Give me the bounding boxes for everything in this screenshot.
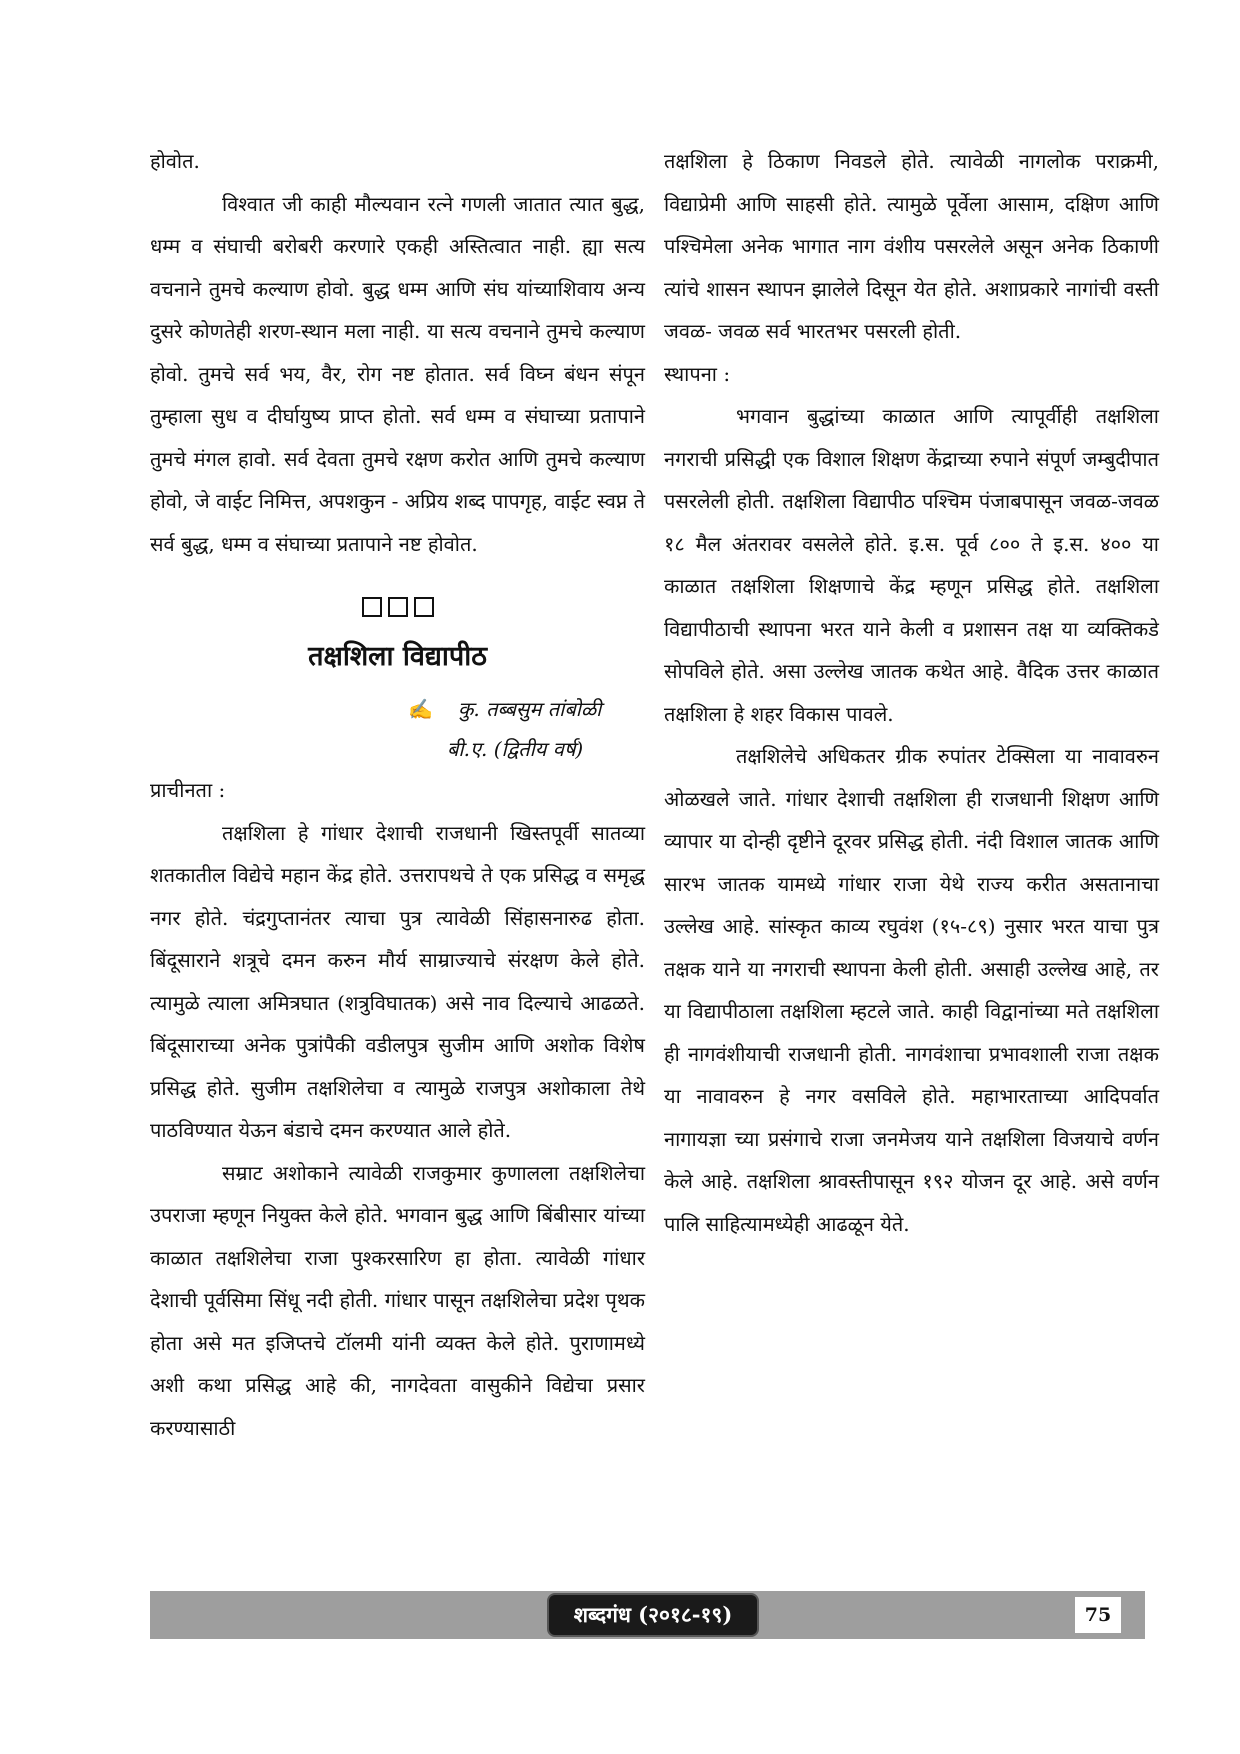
square-icon [362, 597, 382, 617]
author-name: कु. तब्बसुम तांबोळी [458, 697, 602, 721]
paragraph-naga: तक्षशिला हे ठिकाण निवडले होते. त्यावेळी नागलोक पराक्रमी, विद्याप्रेमी आणि साहसी होते. त्यामुळे पूर्वेला आसाम, दक्षिण आणि पश्चिमेला अनेक भागात नाग वंशीय पसरलेले असून अनेक ठिकाणी त्यांचे शासन स्थापन झालेले दिसून येत होते. अशाप्रकारे नागांची वस्ती जवळ- जवळ सर्व भारतभर पसरली होती. [664, 149, 1159, 343]
paragraph-ashoka: सम्राट अशोकाने त्यावेळी राजकुमार कुणालला तक्षशिलेचा उपराजा म्हणून नियुक्त केले होते. भगवान बुद्ध आणि बिंबीसार यांच्या काळात तक्षशिलेचा राजा पुश्करसारिण हा होता. त्यावेळी गांधार देशाची पूर्वसिमा सिंधू नदी होती. गांधार पासून तक्षशिलेचा प्रदेश पृथक होता असे मत इजिप्तचे टॉलमी यांनी व्यक्त केले होते. पुराणामध्ये अशी कथा प्रसिद्ध आहे की, नागदेवता वासुकीने विद्येचा प्रसार करण्यासाठी [150, 1160, 645, 1440]
footer-bar [150, 1591, 1145, 1639]
paragraph-antiquity: तक्षशिला हे गांधार देशाची राजधानी खिस्तपूर्वी सातव्या शतकातील विद्येचे महान केंद्र होते. उत्तरापथचे ते एक प्रसिद्ध व समृद्ध नगर होते. चंद्रगुप्तानंतर त्याचा पुत्र त्यावेळी सिंहासनारुढ होता. बिंदूसाराने शत्रूचे दमन करुन मौर्य साम्राज्याचे संरक्षण केले होते. त्यामुळे त्याला अमित्रघात (शत्रुविघातक) असे नाव दिल्याचे आढळते. बिंदूसाराच्या अनेक पुत्रांपैकी वडीलपुत्र सुजीम आणि अशोक विशेष प्रसिद्ध होते. सुजीम तक्षशिलेचा व त्यामुळे राजपुत्र अशोकाला तेथे पाठविण्यात येऊन बंडाचे दमन करण्यात आले होते. [150, 820, 645, 1142]
pen-icon: ✍ [408, 697, 433, 721]
author-block [150, 689, 645, 769]
section-heading-establishment: स्थापना : [664, 361, 731, 386]
right-column [664, 140, 1159, 1245]
page-number: 75 [1075, 1597, 1121, 1633]
left-column [150, 140, 645, 1449]
paragraph-texila: तक्षशिलेचे अधिकतर ग्रीक रुपांतर टेक्सिला या नावावरुन ओळखले जाते. गांधार देशाची तक्षशिला ही राजधानी शिक्षण आणि व्यापार या दोन्ही दृष्टीने दूरवर प्रसिद्ध होती. नंदी विशाल जातक आणि सारभ जातक यामध्ये गांधार राजा येथे राज्य करीत असतानाचा उल्लेख आहे. सांस्कृत काव्य रघुवंश (१५-८९) नुसार भरत याचा पुत्र तक्षक याने या नगराची स्थापना केली होती. असाही उल्लेख आहे, तर या विद्यापीठाला तक्षशिला म्हटले जाते. काही विद्वानांच्या मते तक्षशिला ही नागवंशीयाची राजधानी होती. नागवंशाचा प्रभावशाली राजा तक्षक या नावावरुन हे नगर वसविले होते. महाभारताच्या आदिपर्वात नागायज्ञा च्या प्रसंगाचे राजा जनमेजय याने तक्षशिला विजयाचे वर्णन केले आहे. तक्षशिला श्रावस्तीपासून १९२ योजन दूर आहे. असे वर्णन पालि साहित्यामध्येही आढळून येते. [664, 744, 1159, 1236]
paragraph-establishment: भगवान बुद्धांच्या काळात आणि त्यापूर्वीही तक्षशिला नगराची प्रसिद्धी एक विशाल शिक्षण केंद्राच्या रुपाने संपूर्ण जम्बुदीपात पसरलेली होती. तक्षशिला विद्यापीठ पश्चिम पंजाबपासून जवळ-जवळ १८ मैल अंतरावर वसलेले होते. इ.स. पूर्व ८०० ते इ.स. ४०० या काळात तक्षशिला शिक्षणाचे केंद्र म्हणून प्रसिद्ध होते. तक्षशिला विद्यापीठाची स्थापना भरत याने केली व प्रशासन तक्ष या व्यक्तिकडे सोपविले होते. असा उल्लेख जातक कथेत आहे. वैदिक उत्तर काळात तक्षशिला हे शहर विकास पावले. [664, 404, 1159, 726]
paragraph-blessing: विश्वात जी काही मौल्यवान रत्ने गणली जातात त्यात बुद्ध, धम्म व संघाची बरोबरी करणारे एकही अस्तित्वात नाही. ह्या सत्य वचनाने तुमचे कल्याण होवो. बुद्ध धम्म आणि संघ यांच्याशिवाय अन्य दुसरे कोणतेही शरण-स्थान मला नाही. या सत्य वचनाने तुमचे कल्याण होवो. तुमचे सर्व भय, वैर, रोग नष्ट होतात. सर्व विघ्न बंधन संपून तुम्हाला सुध व दीर्घायुष्य प्राप्त होतो. सर्व धम्म व संघाच्या प्रतापाने तुमचे मंगल हावो. सर्व देवता तुमचे रक्षण करोत आणि तुमचे कल्याण होवो, जे वाईट निमित्त, अपशकुन - अप्रिय शब्द पापगृह, वाईट स्वप्न ते सर्व बुद्ध, धम्म व संघाच्या प्रतापाने नष्ट होवोत. [150, 191, 645, 556]
article-title: तक्षशिला विद्यापीठ [308, 641, 487, 672]
author-class: बी.ए. (द्वितीय वर्ष) [447, 737, 584, 761]
publication-badge: शब्दगंध (२०१८-१९) [547, 1593, 759, 1637]
section-separator [150, 585, 645, 625]
square-icon [414, 597, 434, 617]
square-icon [388, 597, 408, 617]
section-heading-antiquity: प्राचीनता : [150, 778, 226, 802]
paragraph-continuation: होवोत. [150, 149, 200, 173]
